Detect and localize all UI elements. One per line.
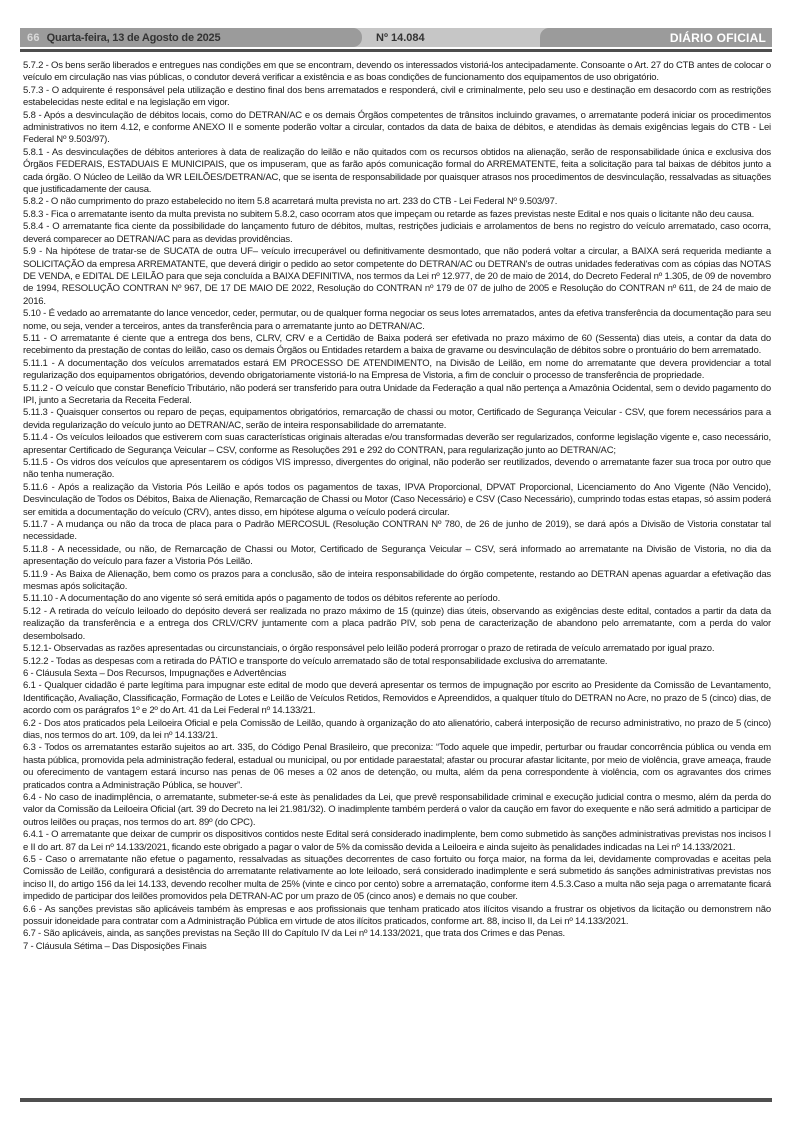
document-body <box>23 60 771 953</box>
clause-paragraph: 5.12.2 - Todas as despesas com a retirada do PÁTIO e transporte do veículo arrematado são de total responsabilidade exclusiva do arrematante. <box>23 655 608 667</box>
clause-paragraph: 5.11.1 - A documentação dos veículos arrematados estará EM PROCESSO DE ATENDIMENTO, na Divisão de Leilão, em nome do arrematante que devera providenciar a total regularização dos equipamentos obrigatórios, devendo obrigatoriamente vistoriá-lo na Empresa de Vistoria, a fim de concluir o processo de transferência de propriedade. <box>23 357 771 382</box>
clause-paragraph: 5.11.5 - Os vidros dos veículos que apresentarem os códigos VIS impresso, divergentes do original, não poderão ser reutilizados, devendo o arrematante fazer sua troca por outro que não tenha numeração. <box>23 457 771 481</box>
clause-paragraph: 5.11.10 - A documentação do ano vigente só será emitida após o pagamento de todos os débitos referente ao período. <box>23 593 501 605</box>
masthead-title: DIÁRIO OFICIAL <box>669 30 766 45</box>
clause-paragraph: 5.8.4 - O arrematante fica ciente da possibilidade do lançamento futuro de débitos, multas, restrições judiciais e arrolamentos de bens no registro do veículo arrematado, caso ocorra, deverá comparecer ao DETRAN/AC para as devidas providências. <box>23 221 771 245</box>
header-rule <box>20 49 772 52</box>
clause-paragraph: 5.10 - É vedado ao arrematante do lance vencedor, ceder, permutar, ou de qualquer forma negociar os seus lotes arrematados, antes da efetiva transferência da documentação para seu nome, ou seja, vender a terceiros, antes da transferência para o arrematante junto ao DETRAN/AC. <box>23 308 771 332</box>
clause-paragraph: 6.7 - São aplicáveis, ainda, as sanções previstas na Seção III do Capítulo IV da Lei nº 14.133/2021, que trata dos Crimes e das Penas. <box>23 928 566 940</box>
clause-paragraph: 5.8.1 - As desvinculações de débitos anteriores à data de realização do leilão e não quitados com os recursos obtidos na alienação, serão de responsabilidade única e exclusiva dos Órgãos FEDERAIS, ESTADUAIS E MUNICIPAIS, que os impuseram, que as farão após comunicação formal do ARREMATENTE, feita a solicitação para tal baixas de débitos junto a cada órgão. O Núcleo de Leilão da WR LEILÕES/DETRAN/AC, que se isenta de responsabilidade por quaisquer atrasos nos procedimentos de desvinculação, ressalvadas as situações que justificadamente der causa. <box>23 146 771 196</box>
edition-number: Nº 14.084 <box>376 31 425 44</box>
clause-paragraph: 5.7.3 - O adquirente é responsável pela utilização e destino final dos bens arrematados e responderá, civil e criminalmente, pelo seu uso e destinação em desacordo com as restrições estabelecidas neste edital e na legislação em vigor. <box>23 84 771 109</box>
clause-paragraph: 5.7.2 - Os bens serão liberados e entregues nas condições em que se encontram, devendo os interessados vistoriá-los antecipadamente. Consoante o Art. 27 do CTB antes de colocar o veículo em circulação nas vias públicas, o condutor deverá verificar a existência e as boas condições de funcionamento dos equipamentos de uso obrigatório. <box>23 60 771 84</box>
clause-paragraph: 6.6 - As sanções previstas são aplicáveis também às empresas e aos profissionais que tenham praticado atos ilícitos visando a frustrar os objetivos da licitação ou demonstrem não possuir idoneidade para contratar com a Administração Pública em virtude de atos ilícitos praticados, conforme art. 88, inciso II, da Lei nº 14.133/2021. <box>23 903 771 928</box>
clause-paragraph: 5.8 - Após a desvinculação de débitos locais, como do DETRAN/AC e os demais Órgãos competentes de trânsitos incluindo gravames, o arrematante poderá iniciar os procedimentos administrativos no item 4.12, e conforme ANEXO II e somente poderão voltar a circular, contados da data de baixa de débitos, e atendidas às demais exigências legais do CTB - Lei Federal Nº 9.503/97). <box>23 109 771 146</box>
clause-paragraph: 7 - Cláusula Sétima – Das Disposições Finais <box>23 940 207 952</box>
clause-paragraph: 5.8.2 - O não cumprimento do prazo estabelecido no item 5.8 acarretará multa prevista no art. 233 do CTB - Lei Federal Nº 9.503/97. <box>23 196 558 208</box>
clause-paragraph: 6 - Cláusula Sexta – Dos Recursos, Impugnações e Advertências <box>23 667 287 679</box>
page-number: 66 <box>27 31 40 44</box>
clause-paragraph: 5.9 - Na hipótese de tratar-se de SUCATA de outra UF– veículo irrecuperável ou definitivamente desmontado, que não poderá voltar a circular, a BAIXA será requerida mediante a SOLICITAÇÃO da empresa ARREMATANTE, que deverá dirigir o pedido ao setor competente do DETRAN/AC ou DETRAN's de outras unidades federativas com as cópias das NOTAS DE VENDA, e EDITAL DE LEILÃO para que seja concluída a BAIXA DEFINITIVA, nos termos da Lei nº 12.977, de 20 de maio de 2014, do Decreto Federal nº 1.305, de 09 de novembro de 1994, RESOLUÇÃO CONTRAN Nº 967, DE 17 DE MAIO DE 2022, Resolução do CONTRAN nº 179 de 07 de julho de 2005 e Resolução do CONTRAN nº 611, de 24 de maio de 2016. <box>23 246 771 307</box>
masthead-bar <box>20 28 772 47</box>
clause-paragraph: 5.11.4 - Os veículos leiloados que estiverem com suas características originais alteradas e/ou transformadas deverão ser regularizados, conforme legislação vigente e, caso necessário, apresentar Certificado de Segurança Veicular – CSV, conforme as Resoluções 291 e 292 do CONTRAN, para regularização junto ao DETRAN/AC; <box>23 432 771 456</box>
clause-paragraph: 6.4 - No caso de inadimplência, o arrematante, submeter-se-á este às penalidades da Lei, que prevê responsabilidade criminal e execução judicial contra o mesmo, além da perda do valor da Comissão da Leiloeira Oficial (art. 39 do Decreto na lei 21.981/32). O inadimplente também perderá o valor da caução em favor do exequente e não será admitido a participar de outros leilões ou praças, nos termos do art. 89º (do CPC). <box>23 791 771 828</box>
clause-paragraph: 5.11.7 - A mudança ou não da troca de placa para o Padrão MERCOSUL (Resolução CONTRAN Nº 780, de 26 de junho de 2019), se dará após a Divisão de Vistoria constatar tal necessidade. <box>23 519 771 543</box>
footer-rule <box>20 1098 772 1102</box>
clause-paragraph: 6.3 - Todos os arrematantes estarão sujeitos ao art. 335, do Código Penal Brasileiro, que preconiza: “Todo aquele que impedir, perturbar ou fraudar concorrência pública ou venda em hasta pública, promovida pela administração federal, estadual ou municipal, ou por entidade paraestatal; afastar ou procurar afastar licitante, por meio de violência, grave ameaça, fraude ou oferecimento de vantagem estará incurso nas penas de 06 meses a 02 anos de detenção, ou multa, além da pena correspondente à violência, com os agravantes dos crimes praticados contra a Administração Pública, se houver”. <box>23 742 771 791</box>
masthead-right-tab <box>540 28 772 47</box>
clause-paragraph: 5.11 - O arrematante é ciente que a entrega dos bens, CLRV, CRV e a Certidão de Baixa poderá ser efetivada no prazo máximo de 60 (Sessenta) dias uteis, a contar da data do recebimento da prestação de contas do leilão, caso os demais Órgãos ou Entidades retardem a baixa de gravame ou desvinculação de débitos sobre o prontuário do bem arrematado. <box>23 332 771 357</box>
clause-paragraph: 5.8.3 - Fica o arrematante isento da multa prevista no subitem 5.8.2, caso ocorram atos que impeçam ou retarde as fazes previstas neste Edital e nos quais o licitante não deu causa. <box>23 208 755 220</box>
clause-paragraph: 6.1 - Qualquer cidadão é parte legítima para impugnar este edital de modo que deverá apresentar os termos de impugnação por escrito ao Presidente da Comissão de Levantamento, Identificação, Avaliação, Classificação, Formação de Lotes e Leilão de Veículos Retidos, Removidos e Apreendidos, a qualquer título do DETRAN no Acre, no prazo de 5 (cinco) dias, de acordo com os parágrafos 1º e 2º do Art. 41 da Lei Federal nº 14.133/21. <box>23 680 771 717</box>
clause-paragraph: 6.4.1 - O arrematante que deixar de cumprir os dispositivos contidos neste Edital será considerado inadimplente, bem como submetido às sanções administrativas previstas nos incisos I e II do art. 87 da Lei nº 14.133/2021, ficando este obrigado a pagar o valor de 5% da comissão devida a Leiloeira e ainda sujeito às penalidades indicadas na Lei nº 14.133/2021. <box>23 829 771 853</box>
clause-paragraph: 5.12.1- Observadas as razões apresentadas ou circunstanciais, o órgão responsável pelo leilão poderá prorrogar o prazo de retirada de veículo arrematado por igual prazo. <box>23 643 715 655</box>
clause-paragraph: 5.11.6 - Após a realização da Vistoria Pós Leilão e após todos os pagamentos de taxas, IPVA Proporcional, DPVAT Proporcional, Licenciamento do Ano Vigente (Não Vencido), Desvinculação de Todos os Débitos, Baixa de Alienação, Remarcação de Chassi ou Motor (Caso Necessário) e CSV (Caso Necessário), cumprindo todas estas etapas, só assim poderá ser emitida a documentação do veículo (CRV), antes disso, em hipótese alguma o veículo poderá circular. <box>23 481 771 518</box>
clause-paragraph: 5.12 - A retirada do veículo leiloado do depósito deverá ser realizada no prazo máximo de 15 (quinze) dias úteis, observando as exigências deste edital, contados a partir da data da realização da transferência e a entrega dos CRLV/CRV juntamente com a placa padrão PIV, sob pena de caracterização de abandono pelo arrematante, com a perda do valor desembolsado. <box>23 605 771 642</box>
clause-paragraph: 5.11.3 - Quaisquer consertos ou reparo de peças, equipamentos obrigatórios, remarcação de chassi ou motor, Certificado de Segurança Veicular - CSV, que forem necessários para a devida regularização do veículo junto ao DETRAN/AC, serão de inteira responsabilidade do arrematante. <box>23 407 771 431</box>
clause-paragraph: 6.2 - Dos atos praticados pela Leiloeira Oficial e pela Comissão de Leilão, quando à organização do ato alienatório, caberá interposição de recurso administrativo, no prazo de 5 (cinco) dias, nos termos do art. 109, da lei nº 14.133/21. <box>23 717 771 741</box>
masthead-left-tab <box>20 28 362 47</box>
issue-date: Quarta-feira, 13 de Agosto de 2025 <box>46 31 221 44</box>
clause-paragraph: 6.5 - Caso o arrematante não efetue o pagamento, ressalvadas as situações decorrentes de caso fortuito ou força maior, na forma da lei, devidamente comprovadas e aceitas pela Comissão de Leilão, configurará a desistência do arrematante relativamente ao lote leiloado, será considerado inadimplente e será submetido ás sanções administrativas previstas nos inciso II, do artigo 156 da lei 14.133, devendo recolher multa de 25% (vinte e cinco por cento) sobre a arrematação, conforme item 4.5.3.Caso a multa não seja paga o arrematante ficará impedido de participar dos leilões promovidos pela DETRAN-AC por um prazo de 05 (cinco anos) e demais no que couber. <box>23 854 771 903</box>
clause-paragraph: 5.11.2 - O veículo que constar Benefício Tributário, não poderá ser transferido para outra Unidade da Federação a qual não pertença a Amazônia Ocidental, sem o devido pagamento do IPI, junto a Secretaria da Receita Federal. <box>23 382 771 406</box>
clause-paragraph: 5.11.8 - A necessidade, ou não, de Remarcação de Chassi ou Motor, Certificado de Segurança Veicular – CSV, será informado ao arrematante na Divisão de Vistoria, no dia da apresentação do veículo para fazer a Vistoria Pós Leilão. <box>23 543 771 568</box>
clause-paragraph: 5.11.9 - As Baixa de Alienação, bem como os prazos para a conclusão, são de inteira responsabilidade do órgão competente, restando ao DETRAN apenas aguardar a efetivação das mesmas após solicitação. <box>23 568 771 593</box>
